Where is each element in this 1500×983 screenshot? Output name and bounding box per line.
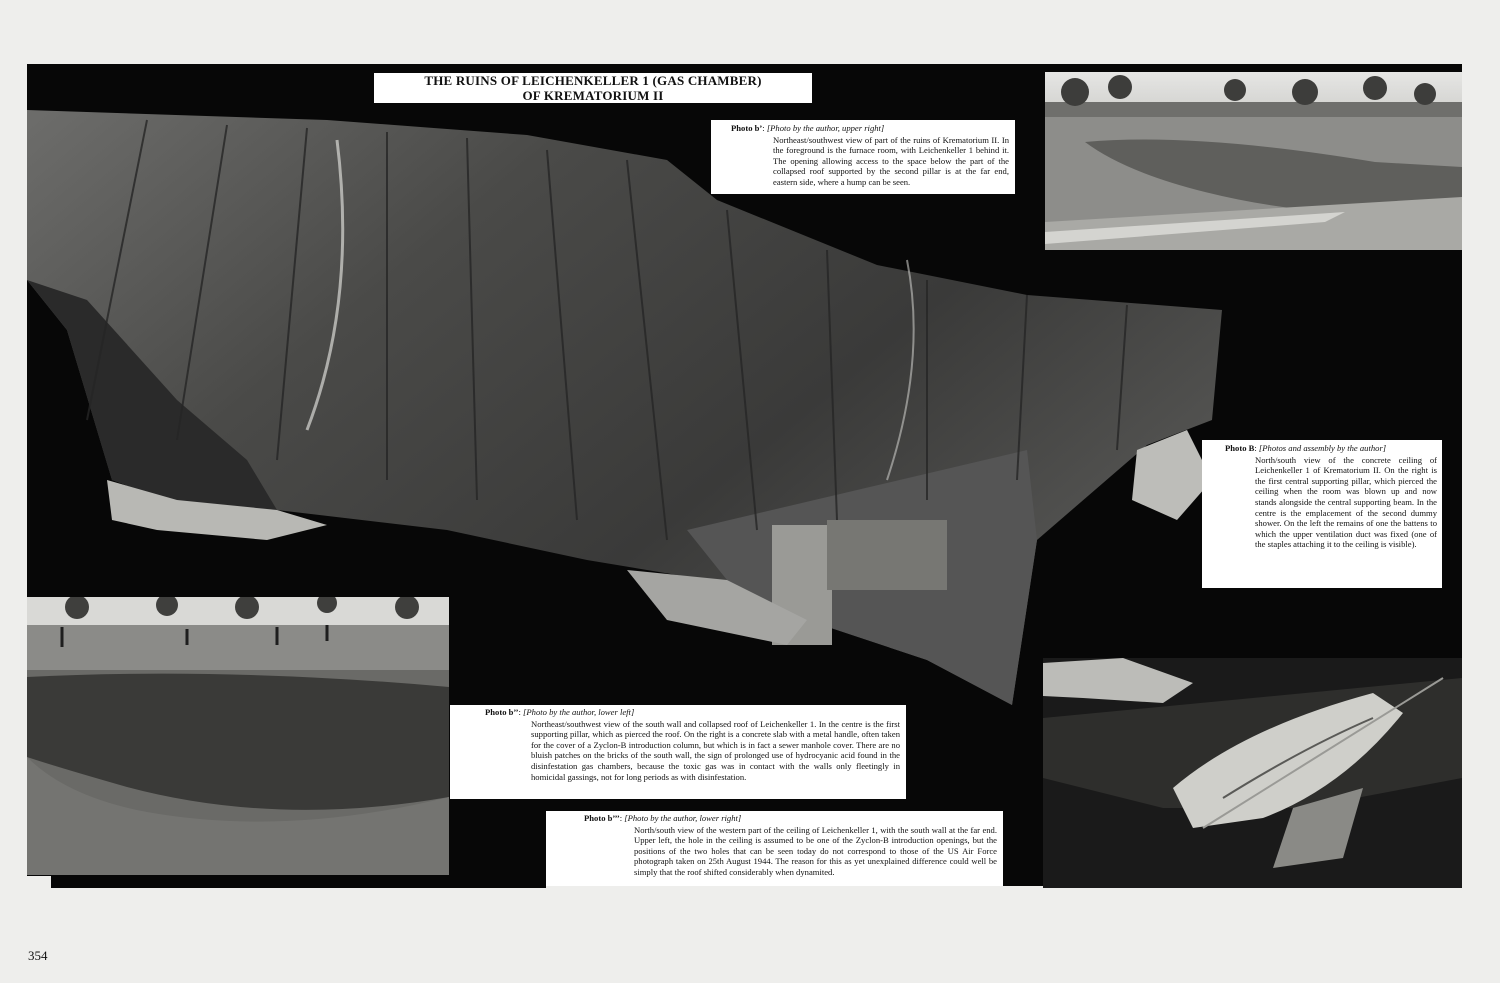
page-title [374,73,812,103]
page-bottom-margin [0,888,1500,983]
page-title-line-1: THE RUINS OF LEICHENKELLER 1 (GAS CHAMBER) [424,73,762,88]
caption-label: Photo b’ [731,123,763,133]
caption-text: Northeast/southwest view of the south wall and collapsed roof of Leichenkeller 1. In the centre is the first supporting pillar, which as pierced the roof. On the right is a concrete slab with a metal handle, often taken for the cover of a Zyclon-B introduction column, but which is in fact a sewer manhole cover. There are no bluish patches on the bricks of the south wall, the sign of prolonged use of hydrocyanic acid found in the disinfestation gas chambers, because the toxic gas was in contact with the walls only fleetingly in homicidal gassings, not for long periods as with disinfestation. [531,718,900,782]
caption-credit: [Photo by the author, lower left] [523,707,635,717]
caption-label: Photo B [1225,443,1255,453]
caption-text: North/south view of the western part of the ceiling of Leichenkeller 1, with the south wall at the far end. Upper left, the hole in the ceiling is assumed to be one of the Zyclon-B introduction openings, but the positions of the two holes that can be seen today do not correspond to those of the US Air Force photograph taken on 25th August 1944. The reason for this as yet unexplained difference could well be simply that the roof shifted considerably when dynamited. [634,824,997,877]
caption-credit: [Photo by the author, upper right] [766,123,885,133]
caption-label: Photo b’’ [485,707,519,717]
caption-heading: Photo b’: [Photo by the author, upper right] [731,123,885,133]
caption-credit: [Photos and assembly by the author] [1258,443,1387,453]
caption-credit: [Photo by the author, lower right] [624,813,742,823]
page-margin-notch [546,886,1043,890]
caption-text: North/south view of the concrete ceiling of Leichenkeller 1 of Krematorium II. On the right is the first central supporting pillar, which pierced the ceiling when the room was blown up and now stands alongside the central supporting beam. In the centre is the emplacement of the second dummy shower. On the left the remains of one the battens to which the upper ventilation duct was fixed (one of the staples attaching it to the ceiling is visible). [1255,454,1437,550]
page-margin-notch [27,876,51,890]
page-number: 354 [28,948,48,963]
caption-heading: Photo B: [Photos and assembly by the author] [1225,443,1387,453]
photo-b3-lower-right [1043,658,1462,888]
caption-photo-b3 [546,811,1003,886]
caption-heading: Photo b’’’: [Photo by the author, lower right] [584,813,742,823]
caption-photo-b2 [450,705,906,799]
caption-label: Photo b’’’ [584,813,620,823]
photo-b2-lower-left [27,597,449,875]
caption-text: Northeast/southwest view of part of the ruins of Krematorium II. In the foreground is the furnace room, with Leichenkeller 1 behind it. The opening allowing access to the space below the part of the collapsed roof supported by the second pillar is at the far end, eastern side, where a hump can be seen. [773,134,1009,187]
caption-photo-b [1202,440,1442,588]
caption-photo-b1 [711,120,1015,194]
page-title-line-2: OF KREMATORIUM II [522,88,664,103]
caption-heading: Photo b’’: [Photo by the author, lower left] [485,707,635,717]
photo-b1-upper-right [1045,72,1462,250]
